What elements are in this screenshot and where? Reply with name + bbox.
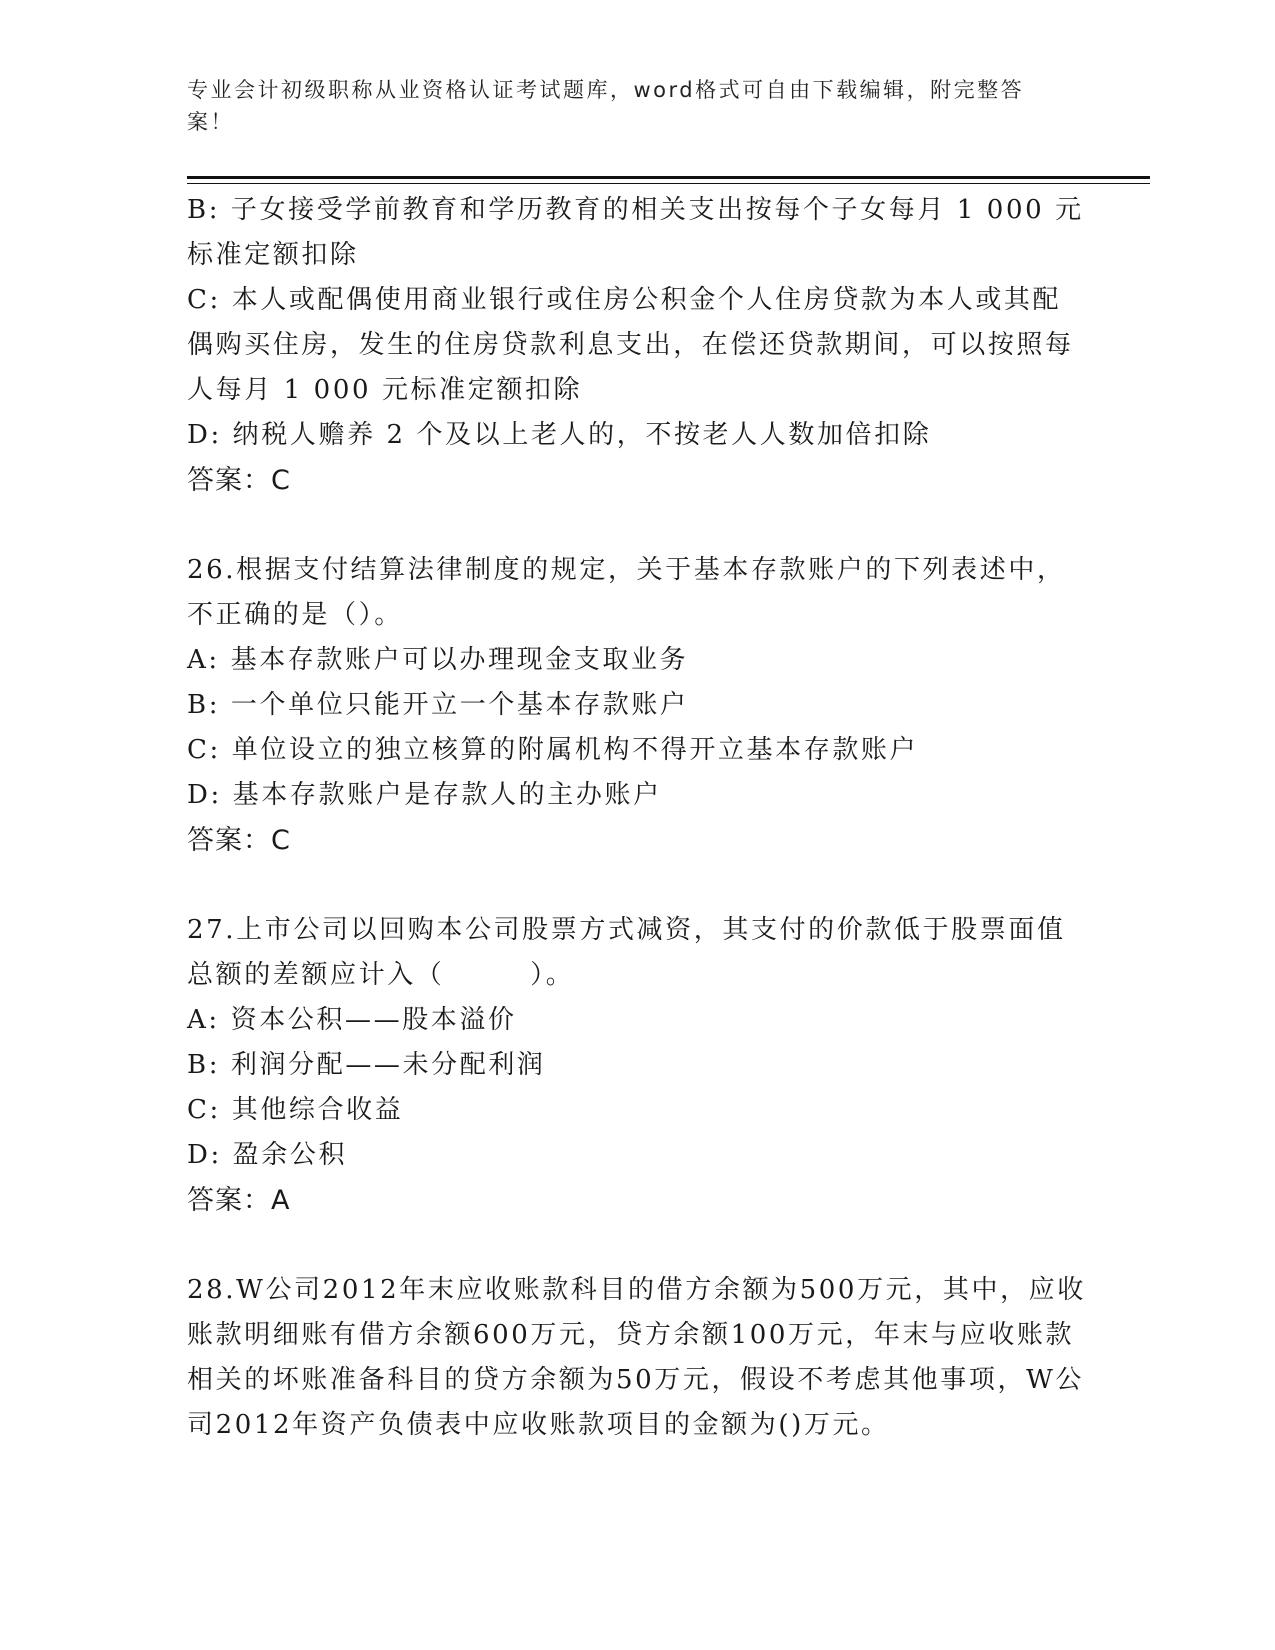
spacer [187, 503, 1087, 548]
spacer [187, 863, 1087, 908]
option-c: C: 本人或配偶使用商业银行或住房公积金个人住房贷款为本人或其配偶购买住房，发生的住房贷款利息支出，在偿还贷款期间，可以按照每人每月 1 000 元标准定额扣除 [187, 285, 1074, 405]
answer-line: 答案：C [187, 465, 291, 496]
question-text: 27.上市公司以回购本公司股票方式减资，其支付的价款低于股票面值总额的差额应计入（ ）。 [187, 915, 1066, 990]
option-a: A: 基本存款账户可以办理现金支取业务 [187, 645, 689, 675]
answer-line: 答案：C [187, 825, 291, 856]
answer-line: 答案：A [187, 1185, 291, 1216]
question-text: 26.根据支付结算法律制度的规定，关于基本存款账户的下列表述中，不正确的是（）。 [187, 555, 1066, 630]
document-body [187, 188, 1087, 1448]
page-header: 专业会计初级职称从业资格认证考试题库，word格式可自由下载编辑，附完整答案！ [187, 78, 1025, 134]
spacer [187, 1223, 1087, 1268]
question-block-28 [187, 1268, 1087, 1448]
option-d: D: 基本存款账户是存款人的主办账户 [187, 780, 662, 810]
question-block-25 [187, 188, 1087, 503]
option-b: B: 子女接受学前教育和学历教育的相关支出按每个子女每月 1 000 元标准定额扣除 [187, 195, 1084, 270]
header-divider-thin [187, 183, 1150, 184]
option-a: A: 资本公积——股本溢价 [187, 1005, 517, 1035]
question-block-26 [187, 548, 1087, 863]
question-block-27 [187, 908, 1087, 1223]
option-d: D: 纳税人赡养 2 个及以上老人的，不按老人人数加倍扣除 [187, 420, 932, 450]
option-d: D: 盈余公积 [187, 1140, 348, 1170]
option-c: C: 其他综合收益 [187, 1095, 404, 1125]
option-b: B: 利润分配——未分配利润 [187, 1050, 546, 1080]
header-divider-thick [187, 176, 1150, 179]
question-text: 28.W公司2012年末应收账款科目的借方余额为500万元，其中，应收账款明细账有借方余额600万元，贷方余额100万元，年末与应收账款相关的坏账准备科目的贷方余额为50万元，假设不考虑其他事项，W公司2012年资产负债表中应收账款项目的金额为()万元。 [187, 1275, 1086, 1440]
option-c: C: 单位设立的独立核算的附属机构不得开立基本存款账户 [187, 735, 919, 765]
option-b: B: 一个单位只能开立一个基本存款账户 [187, 690, 689, 720]
